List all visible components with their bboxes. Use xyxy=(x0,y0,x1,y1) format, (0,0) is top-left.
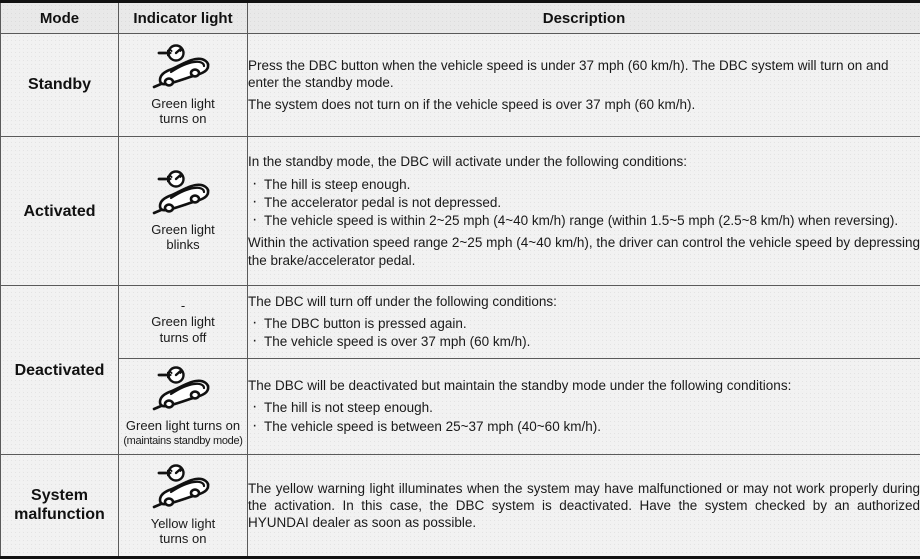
table-row xyxy=(1,359,920,455)
list-item: · The vehicle speed is over 37 mph (60 km/h). xyxy=(248,333,920,350)
table-row xyxy=(1,454,920,557)
indicator-placeholder-dash: - xyxy=(180,298,186,314)
table-row xyxy=(1,286,920,359)
indicator-cell-activated xyxy=(119,136,248,285)
list-item: · The accelerator pedal is not depressed. xyxy=(248,194,920,211)
list-item: · The DBC button is pressed again. xyxy=(248,315,920,332)
indicator-caption xyxy=(119,314,247,345)
indicator-caption-line2: turns on xyxy=(159,531,207,547)
indicator-caption xyxy=(119,96,247,127)
mode-label-line1: System xyxy=(31,487,88,505)
description-cell-deactivated-standby xyxy=(248,359,920,455)
description-intro: The DBC will turn off under the following conditions: xyxy=(248,293,557,309)
condition-list xyxy=(248,399,920,435)
indicator-cell-deactivated-standby xyxy=(119,359,248,455)
indicator-caption-line1: Yellow light xyxy=(150,516,216,532)
list-item: · The hill is steep enough. xyxy=(248,176,920,193)
indicator-cell-standby xyxy=(119,34,248,137)
indicator-caption-line1: Green light xyxy=(151,95,215,111)
indicator-cell-system-malfunction xyxy=(119,454,248,557)
indicator-caption xyxy=(119,222,247,253)
list-item: · The hill is not steep enough. xyxy=(248,399,920,416)
description-outro: Within the activation speed range 2~25 mph (4~40 km/h), the driver can control the vehicle speed by depressing the brake/accelerator pedal. xyxy=(248,235,920,268)
header-row xyxy=(1,2,920,34)
indicator-cell-deactivated-off xyxy=(119,286,248,359)
downhill-brake-control-icon xyxy=(146,170,220,220)
list-item: · The vehicle speed is within 2~25 mph (4~40 km/h) range (within 1.5~5 mph (2.5~8 km/h) when reversing). xyxy=(248,212,920,229)
mode-cell-activated: Activated xyxy=(1,136,119,285)
column-header-indicator-light: Indicator light xyxy=(119,2,248,34)
indicator-caption-line1: Green light turns on xyxy=(125,417,241,433)
table-row xyxy=(1,136,920,285)
column-header-description: Description xyxy=(248,2,920,34)
mode-cell-system-malfunction xyxy=(1,454,119,557)
indicator-caption xyxy=(119,516,247,547)
mode-label-line2: malfunction xyxy=(14,506,105,524)
list-item: · The vehicle speed is between 25~37 mph (40~60 km/h). xyxy=(248,418,920,435)
description-cell-activated xyxy=(248,136,920,285)
downhill-brake-control-icon xyxy=(146,464,220,514)
description-intro: In the standby mode, the DBC will activate under the following conditions: xyxy=(248,154,687,170)
description-cell-system-malfunction xyxy=(248,454,920,557)
mode-cell-deactivated: Deactivated xyxy=(1,286,119,455)
indicator-caption-line2: blinks xyxy=(166,237,200,253)
indicator-caption-line2: turns off xyxy=(159,329,207,345)
description-paragraph: The yellow warning light illuminates when the system may have malfunctioned or may not work properly during the activation. In this case, the DBC system is deactivated. Have the system checked by an authorized HYUNDAI dealer as soon as possible. xyxy=(248,480,920,531)
condition-list xyxy=(248,176,920,230)
description-cell-deactivated-off xyxy=(248,286,920,359)
indicator-caption-line1: Green light xyxy=(151,221,215,237)
description-intro: The DBC will be deactivated but maintain the standby mode under the following conditions: xyxy=(248,378,792,394)
condition-list xyxy=(248,315,920,351)
mode-cell-standby: Standby xyxy=(1,34,119,137)
table-row xyxy=(1,34,920,137)
downhill-brake-control-icon xyxy=(146,366,220,416)
table-body xyxy=(1,34,920,558)
table-header xyxy=(1,2,920,34)
description-paragraph: The system does not turn on if the vehicle speed is over 37 mph (60 km/h). xyxy=(248,97,696,113)
column-header-mode: Mode xyxy=(1,2,119,34)
indicator-sub-caption: (maintains standby mode) xyxy=(123,434,243,447)
indicator-caption-line1: Green light xyxy=(151,314,215,330)
indicator-caption-line2: turns on xyxy=(159,110,207,126)
description-paragraph: Press the DBC button when the vehicle speed is under 37 mph (60 km/h). The DBC system will turn on and enter the standby mode. xyxy=(248,57,889,90)
downhill-brake-control-icon xyxy=(146,44,220,94)
description-cell-standby xyxy=(248,34,920,137)
indicator-caption xyxy=(119,418,247,433)
